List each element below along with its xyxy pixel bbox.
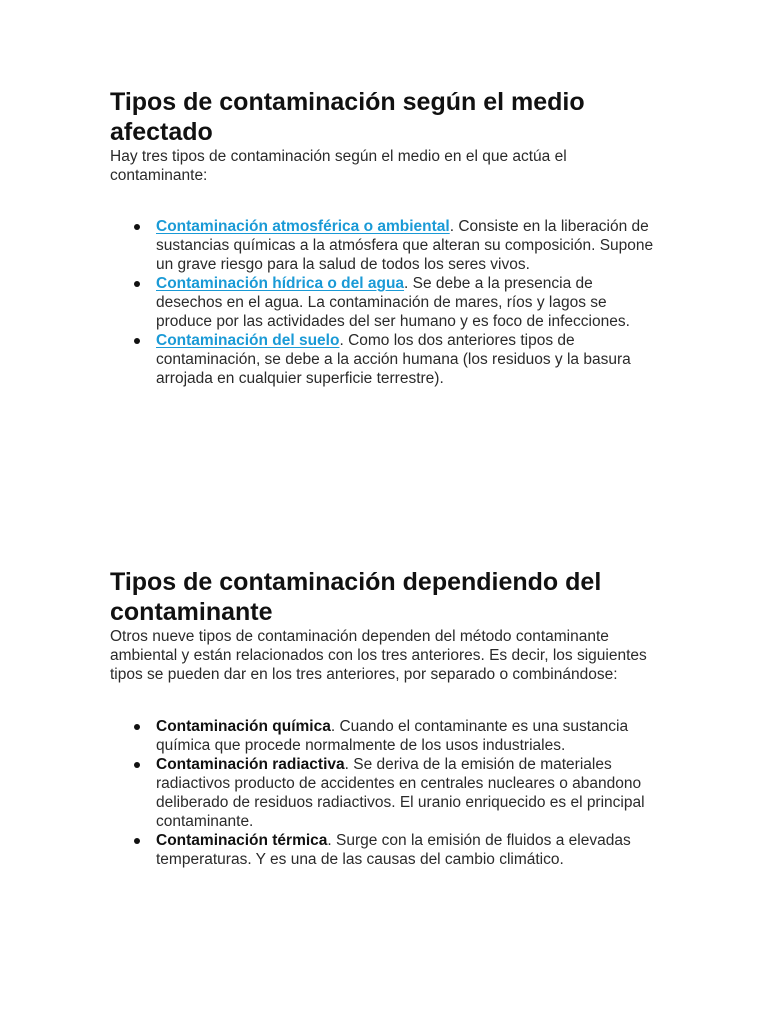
section-intro: Hay tres tipos de contaminación según el medio en el que actúa el contaminante: [110, 148, 567, 184]
list-item [110, 274, 655, 331]
bullet-icon [134, 724, 140, 730]
section-by-contaminant [110, 567, 655, 869]
section-heading: Tipos de contaminación dependiendo del contaminante [110, 568, 602, 626]
item-description: . Como los dos anteriores tipos de contaminación, se debe a la acción humana (los residuos y la basura arrojada en cualquier superficie terrestre). [156, 332, 631, 387]
section-by-medium [110, 87, 655, 388]
list-item [110, 217, 655, 274]
item-term: Contaminación térmica [156, 832, 328, 849]
list-item [110, 717, 655, 755]
section-intro: Otros nueve tipos de contaminación dependen del método contaminante ambiental y están relacionados con los tres anteriores. Es decir, los siguientes tipos se pueden dar en los tres anteriores, por separado o combinándose: [110, 628, 647, 683]
bullet-list [110, 217, 655, 388]
link-contaminacion-suelo[interactable]: Contaminación del suelo [156, 332, 340, 349]
bullet-icon [134, 338, 140, 344]
bullet-icon [134, 762, 140, 768]
item-description: . Se deriva de la emisión de materiales radiactivos producto de accidentes en centrales nucleares o abandono deliberado de residuos radiactivos. El uranio enriquecido es el principal contaminante. [156, 756, 645, 830]
item-term: Contaminación química [156, 718, 331, 735]
bullet-icon [134, 281, 140, 287]
section-heading: Tipos de contaminación según el medio afectado [110, 88, 585, 146]
item-description: . Se debe a la presencia de desechos en el agua. La contaminación de mares, ríos y lagos se produce por las actividades del ser humano y es foco de infecciones. [156, 275, 630, 330]
bullet-icon [134, 224, 140, 230]
item-term: Contaminación radiactiva [156, 756, 345, 773]
list-item [110, 755, 655, 831]
item-description: . Surge con la emisión de fluidos a elevadas temperaturas. Y es una de las causas del cambio climático. [156, 832, 631, 868]
item-description: . Consiste en la liberación de sustancias químicas a la atmósfera que alteran su composición. Supone un grave riesgo para la salud de todos los seres vivos. [156, 218, 654, 273]
list-item [110, 831, 655, 869]
link-contaminacion-hidrica[interactable]: Contaminación hídrica o del agua [156, 275, 405, 292]
bullet-icon [134, 838, 140, 844]
bullet-list [110, 717, 655, 869]
list-item [110, 331, 655, 388]
link-contaminacion-atmosferica[interactable]: Contaminación atmosférica o ambiental [156, 218, 450, 235]
item-description: . Cuando el contaminante es una sustancia química que procede normalmente de los usos industriales. [156, 718, 629, 754]
